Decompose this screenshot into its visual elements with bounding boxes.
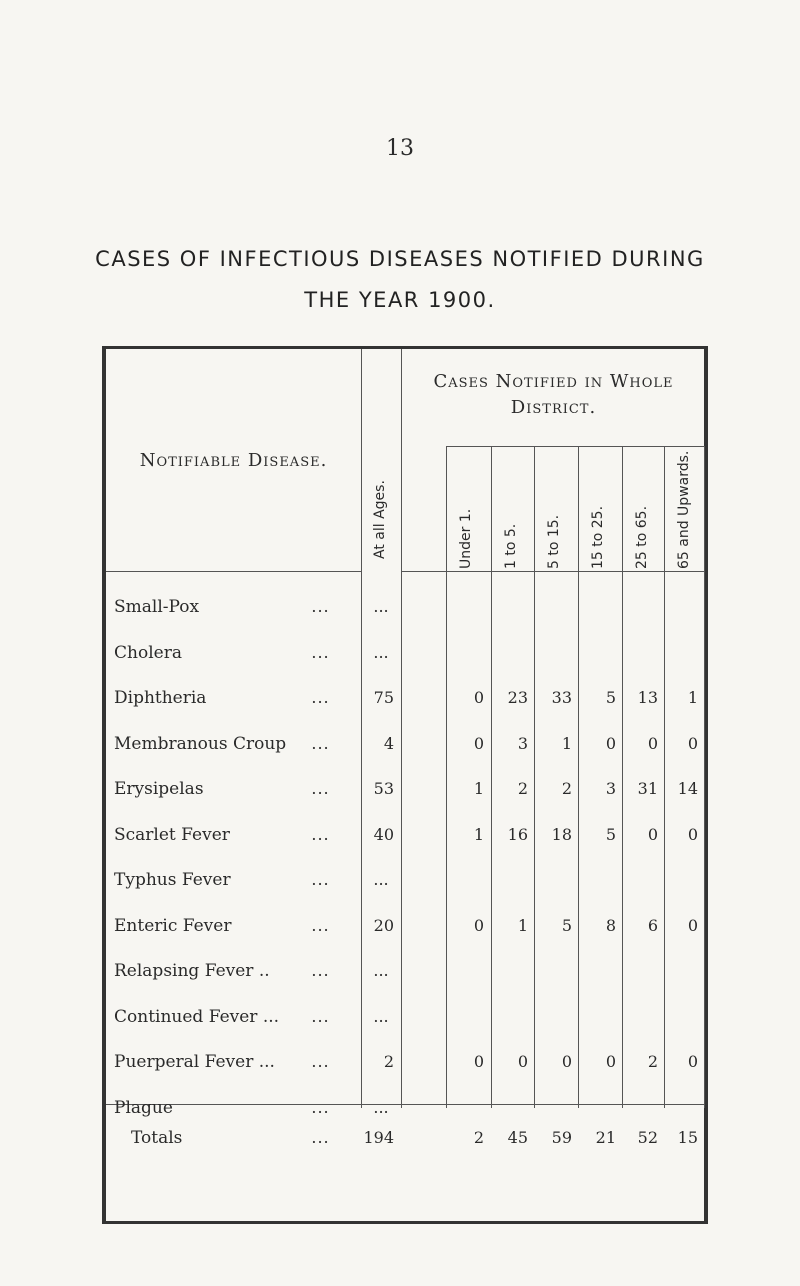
cell-age-value: 5: [605, 824, 616, 844]
cell-age-value: 16: [507, 824, 528, 844]
header-age-column: 25 to 65.: [634, 505, 650, 569]
totals-all-ages: 194: [363, 1128, 394, 1147]
leader-dots: ...: [311, 779, 330, 798]
header-all-ages: At all Ages.: [372, 480, 388, 559]
cell-age-value: 0: [473, 1052, 484, 1071]
header-age-column: 1 to 5.: [503, 523, 519, 569]
header-group-line2: District.: [510, 397, 597, 418]
totals-age-value: 59: [551, 1128, 572, 1147]
header-age-column: 15 to 25.: [590, 505, 606, 569]
leader-dots: ...: [311, 597, 330, 616]
disease-table: [102, 346, 708, 1224]
column-divider: [401, 349, 402, 1108]
cell-age-value: [534, 631, 572, 675]
cell-age-value: [622, 995, 658, 1039]
disease-name: Relapsing Fever ..: [114, 961, 270, 981]
cell-age-value: [446, 995, 484, 1039]
cell-age-value: 6: [647, 915, 658, 935]
cell-all-ages: 40: [373, 824, 394, 844]
header-age-column: 65 and Upwards.: [676, 450, 692, 569]
totals-age-value: 15: [677, 1128, 698, 1147]
cell-age-value: [622, 858, 658, 902]
cell-age-value: 2: [561, 779, 572, 798]
cell-age-value: 0: [687, 733, 698, 753]
cell-age-value: 1: [517, 915, 528, 935]
header-disease: Notifiable Disease.: [139, 449, 328, 471]
cell-age-value: 0: [687, 1052, 698, 1071]
table-subtitle: THE YEAR 1900.: [304, 288, 496, 312]
cell-age-value: [491, 585, 528, 629]
leader-dots: ...: [311, 1052, 330, 1071]
totals-age-value: 21: [595, 1128, 616, 1147]
cell-age-value: 23: [507, 688, 528, 707]
disease-name: Plague: [114, 1097, 173, 1118]
disease-name: Diphtheria: [114, 688, 207, 708]
cell-age-value: 1: [473, 824, 484, 844]
cell-age-value: 3: [517, 733, 528, 753]
cell-age-value: [491, 949, 528, 993]
cell-age-value: [446, 949, 484, 993]
cell-age-value: 0: [687, 915, 698, 935]
cell-all-ages: ...: [373, 597, 389, 616]
leader-dots: ...: [311, 915, 330, 935]
leader-dots: ...: [311, 961, 330, 980]
cell-age-value: 1: [687, 688, 698, 707]
cell-age-value: 0: [561, 1052, 572, 1071]
cell-age-value: [578, 949, 616, 993]
header-age-column: Under 1.: [458, 508, 474, 569]
column-divider: [704, 446, 705, 1108]
cell-age-value: [664, 631, 698, 675]
cell-age-value: 3: [605, 779, 616, 798]
cell-age-value: [578, 858, 616, 902]
cell-age-value: 0: [605, 733, 616, 753]
cell-all-ages: ...: [373, 1097, 389, 1117]
cell-all-ages: 2: [383, 1052, 394, 1071]
cell-age-value: [622, 631, 658, 675]
totals-age-value: 52: [637, 1128, 658, 1147]
leader-dots: ...: [311, 642, 330, 662]
page-number: 13: [386, 136, 414, 161]
cell-age-value: 0: [517, 1052, 528, 1071]
disease-name: Small-Pox: [114, 597, 200, 617]
disease-name: Puerperal Fever ...: [114, 1052, 275, 1072]
cell-age-value: [534, 585, 572, 629]
header-rule: [106, 571, 361, 572]
cell-age-value: [491, 995, 528, 1039]
cell-age-value: 0: [473, 733, 484, 753]
cell-age-value: 5: [561, 915, 572, 935]
cell-all-ages: ...: [373, 642, 389, 662]
header-group-line1: Cases Notified in Whole: [433, 371, 674, 392]
cell-age-value: [491, 631, 528, 675]
cell-all-ages: ...: [373, 961, 389, 980]
cell-age-value: [491, 858, 528, 902]
cell-age-value: [446, 631, 484, 675]
cell-age-value: 13: [637, 688, 658, 707]
cell-age-value: [446, 585, 484, 629]
leader-dots: ...: [311, 1128, 330, 1147]
disease-name: Cholera: [114, 642, 182, 663]
leader-dots: ...: [311, 824, 330, 844]
cell-age-value: 1: [473, 779, 484, 798]
leader-dots: ...: [311, 1097, 330, 1117]
cell-age-value: 0: [647, 824, 658, 844]
cell-age-value: [664, 949, 698, 993]
cell-age-value: 2: [647, 1052, 658, 1071]
leader-dots: ...: [311, 688, 330, 707]
cell-age-value: 0: [473, 688, 484, 707]
cell-age-value: 14: [677, 779, 698, 798]
header-age-column: 5 to 15.: [546, 514, 562, 569]
cell-age-value: [664, 995, 698, 1039]
disease-name: Enteric Fever: [114, 915, 232, 936]
disease-name: Typhus Fever: [114, 870, 231, 890]
cell-age-value: 0: [605, 1052, 616, 1071]
cell-age-value: 0: [473, 915, 484, 935]
cell-age-value: 2: [517, 779, 528, 798]
disease-name: Scarlet Fever: [114, 824, 230, 845]
cell-age-value: [578, 631, 616, 675]
cell-all-ages: ...: [373, 1006, 389, 1026]
cell-age-value: [534, 995, 572, 1039]
cell-age-value: [622, 949, 658, 993]
cell-age-value: 18: [551, 824, 572, 844]
disease-name: Continued Fever ...: [114, 1006, 280, 1027]
cell-age-value: 1: [561, 733, 572, 753]
disease-name: Erysipelas: [114, 779, 204, 799]
cell-all-ages: ...: [373, 870, 389, 889]
cell-age-value: [578, 585, 616, 629]
leader-dots: ...: [311, 733, 330, 753]
table-title: CASES OF INFECTIOUS DISEASES NOTIFIED DURING: [95, 247, 705, 271]
cell-age-value: [534, 858, 572, 902]
cell-age-value: [446, 858, 484, 902]
totals-label: Totals: [131, 1128, 183, 1148]
leader-dots: ...: [311, 870, 330, 889]
cell-age-value: 31: [637, 779, 658, 798]
cell-age-value: 33: [551, 688, 572, 707]
cell-age-value: [664, 858, 698, 902]
cell-age-value: 8: [605, 915, 616, 935]
disease-name: Membranous Croup: [114, 733, 287, 754]
header-rule: [401, 571, 704, 572]
totals-age-value: 2: [473, 1128, 484, 1147]
cell-all-ages: 75: [373, 688, 394, 707]
leader-dots: ...: [311, 1006, 330, 1026]
cell-all-ages: 4: [383, 733, 394, 753]
totals-age-value: 45: [507, 1128, 528, 1147]
cell-age-value: [622, 585, 658, 629]
cell-all-ages: 53: [373, 779, 394, 798]
cell-age-value: 0: [687, 824, 698, 844]
header-cases-group: [401, 369, 706, 421]
cell-age-value: [534, 949, 572, 993]
cell-age-value: 5: [605, 688, 616, 707]
cell-all-ages: 20: [373, 915, 394, 935]
cell-age-value: [664, 585, 698, 629]
header-group-rule: [446, 446, 704, 447]
cell-age-value: 0: [647, 733, 658, 753]
cell-age-value: [578, 995, 616, 1039]
